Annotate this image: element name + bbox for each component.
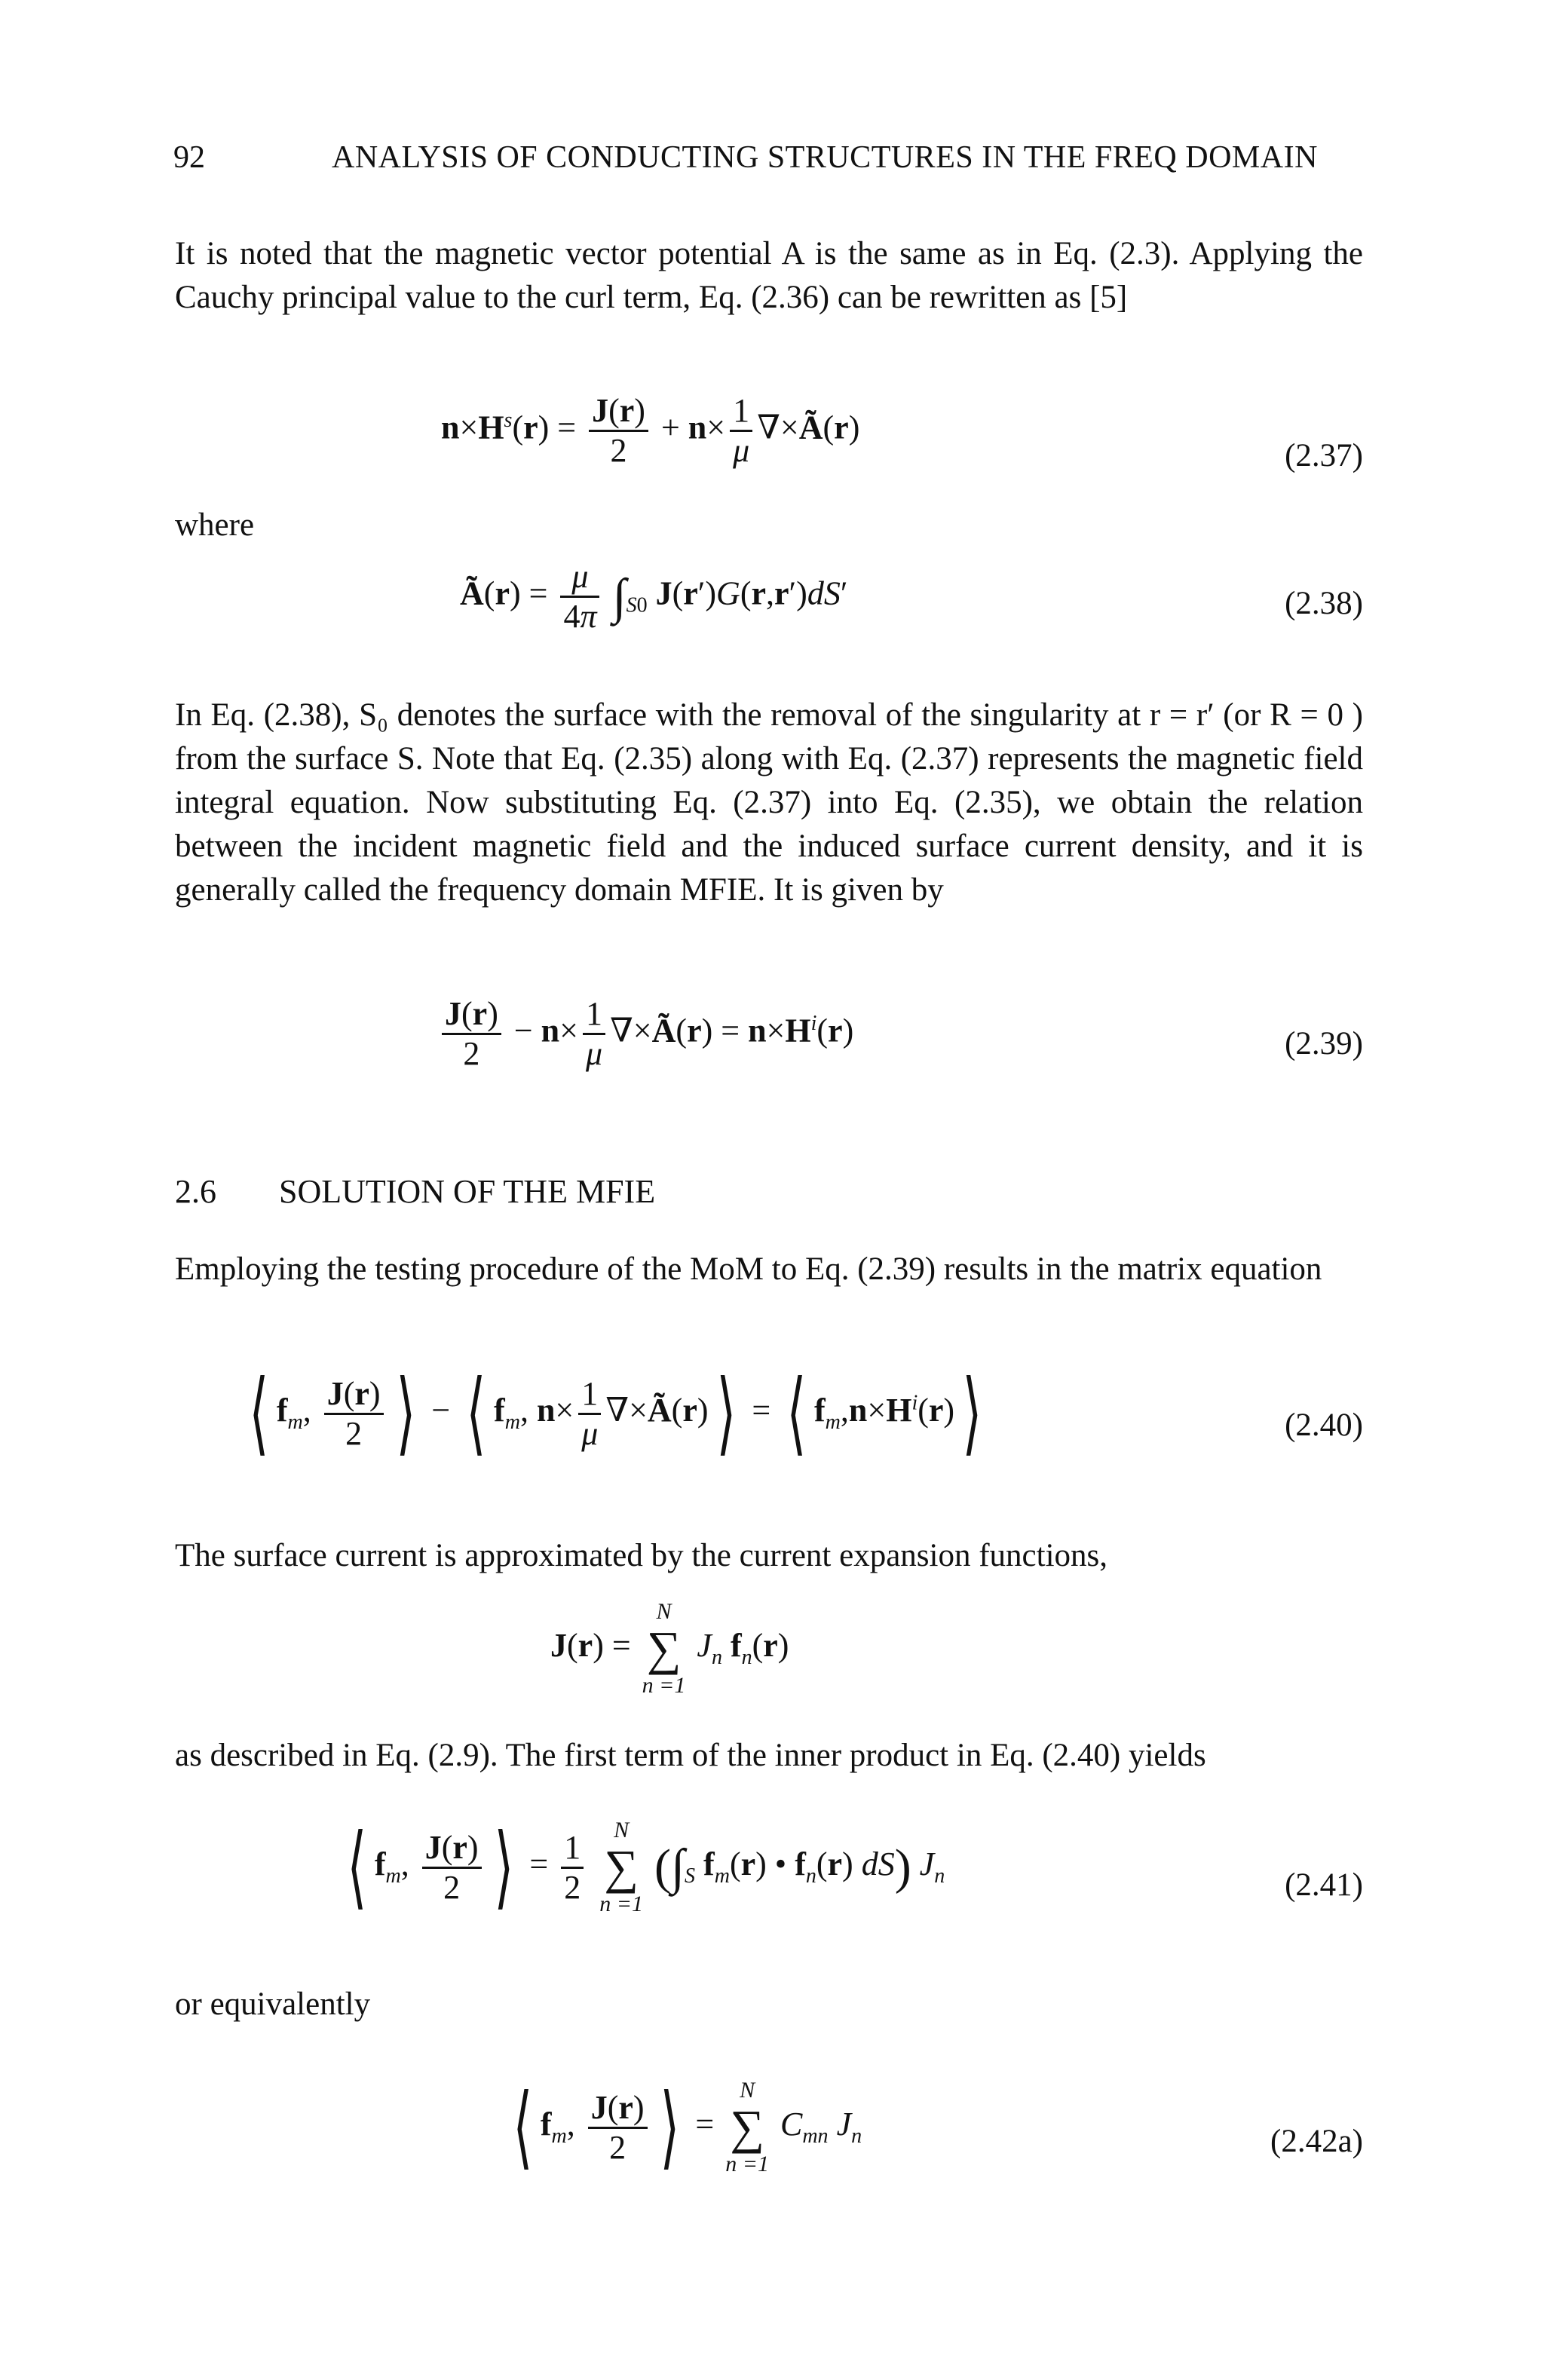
page-number: 92 — [173, 140, 205, 175]
equation-number-2-41: (2.41) — [1285, 1867, 1363, 1903]
section-number: 2.6 — [175, 1173, 216, 1210]
paragraph-mfie: In Eq. (2.38), S₀ denotes the surface with the removal of the singularity at r = r′ (or R = 0 ) from the surface S. Note that Eq. (2.35) along with Eq. (2.37) represents the magnetic field integral equation. Now substituting Eq. (2.37) into Eq. (2.35), we obtain the relation between the incident magnetic field and the induced surface current density, and it is generally called the frequency domain MFIE. It is given by — [175, 697, 1363, 908]
equation-number-2-40: (2.40) — [1285, 1407, 1363, 1443]
equivalently-label: or equivalently — [175, 1986, 371, 2022]
running-title: ANALYSIS OF CONDUCTING STRUCTURES IN THE FREQ DOMAIN — [332, 140, 1318, 175]
where-label: where — [175, 507, 255, 543]
equation-number-2-38: (2.38) — [1285, 586, 1363, 621]
section-title: SOLUTION OF THE MFIE — [279, 1173, 656, 1210]
equation-2-42a: ⟨ $f_m$, $\frac{J(r)}{2}$ ⟩ = N ∑ n =1 $C_{mn}$ $J_n$ — [513, 2077, 862, 2177]
paragraph-inner-product: as described in Eq. (2.9). The first term of the inner product in Eq. (2.40) yields — [175, 1738, 1206, 1773]
equation-2-41: ⟨ $f_m$, $\frac{J(r)}{2}$ ⟩ = $\frac{1}{2}$ N ∑ n =1 ($\int_S$ $f_m(r)$ • $f_n(r)$ dS) $J_n$ — [347, 1817, 945, 1917]
equation-2-37: $n\times H^s(r)$ = $\frac{J(r)}{2}$ + n× $\frac{1}{\mu}$ ∇×Ã(r) — [441, 392, 860, 469]
equation-current-expansion: J(r) = N ∑ n =1 $J_n$ $f_n(r)$ — [550, 1599, 789, 1698]
paragraph-intro: It is noted that the magnetic vector potential A is the same as in Eq. (2.3). Applying the Cauchy principal value to the curl term, Eq. (2.36) can be rewritten as [5] — [175, 236, 1363, 315]
equation-2-38: Ã(r) = $\frac{\mu}{4\pi}$ $\int_{S0}$ J(r′)G(r,r′)dS′ — [460, 558, 848, 635]
paragraph-expansion: The surface current is approximated by the current expansion functions, — [175, 1538, 1108, 1573]
equation-2-40: ⟨ $f_m$, $\frac{J(r)}{2}$ ⟩ − ⟨ $f_m$, n× $\frac{1}{\mu}$ ∇×Ã(r)⟩ = ⟨ $f_m,n\times H^i(r)⟩$ — [249, 1363, 982, 1463]
equation-number-2-42a: (2.42a) — [1270, 2124, 1363, 2159]
equation-number-2-37: (2.37) — [1285, 438, 1363, 473]
paragraph-testing: Employing the testing procedure of the MoM to Eq. (2.39) results in the matrix equation — [175, 1251, 1322, 1287]
equation-2-39: $\frac{J(r)}{2}$ − n× $\frac{1}{\mu}$ ∇×Ã(r) = $n\times H^i(r)$ — [437, 995, 853, 1073]
equation-number-2-39: (2.39) — [1285, 1026, 1363, 1061]
